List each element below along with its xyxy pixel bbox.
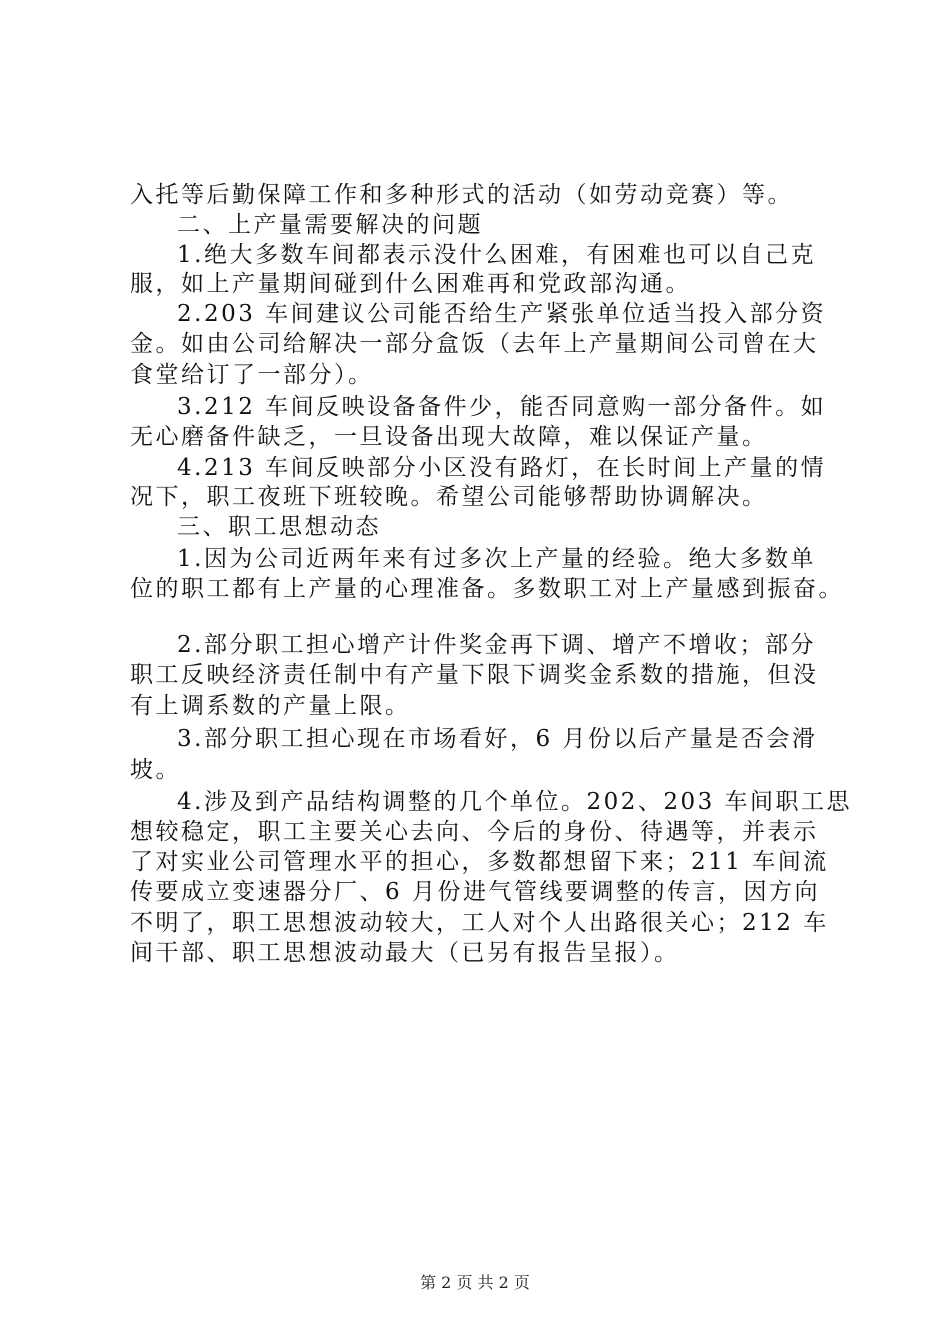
text-line: 职工反映经济责任制中有产量下限下调奖金系数的措施，但没 bbox=[130, 662, 819, 688]
text-line: 位的职工都有上产量的心理准备。多数职工对上产量感到振奋。 bbox=[130, 576, 844, 602]
text-line: 服，如上产量期间碰到什么困难再和党政部沟通。 bbox=[130, 271, 691, 297]
text-line: 想较稳定，职工主要关心去向、今后的身份、待遇等，并表示 bbox=[130, 819, 819, 845]
text-line: 了对实业公司管理水平的担心，多数都想留下来；211 车间流 bbox=[130, 849, 829, 875]
text-line: 入托等后勤保障工作和多种形式的活动（如劳动竞赛）等。 bbox=[130, 182, 793, 208]
text-line: 传要成立变速器分厂、6 月份进气管线要调整的传言，因方向 bbox=[130, 879, 820, 905]
text-line: 1.绝大多数车间都表示没什么困难，有困难也可以自己克 bbox=[177, 242, 816, 268]
text-line: 4.涉及到产品结构调整的几个单位。202、203 车间职工思 bbox=[177, 789, 853, 815]
text-line: 3.部分职工担心现在市场看好，6 月份以后产量是否会滑 bbox=[177, 726, 818, 752]
text-line: 无心磨备件缺乏，一旦设备出现大故障，难以保证产量。 bbox=[130, 424, 768, 450]
text-line: 间干部、职工思想波动最大（已另有报告呈报）。 bbox=[130, 940, 680, 966]
text-line: 金。如由公司给解决一部分盒饭（去年上产量期间公司曾在大 bbox=[130, 331, 819, 357]
page-number-footer: 第 2 页 共 2 页 bbox=[420, 1273, 530, 1292]
text-line: 1.因为公司近两年来有过多次上产量的经验。绝大多数单 bbox=[177, 546, 816, 572]
text-line: 有上调系数的产量上限。 bbox=[130, 693, 411, 719]
text-line: 食堂给订了一部分）。 bbox=[130, 362, 374, 388]
text-line: 3.212 车间反映设备备件少，能否同意购一部分备件。如 bbox=[177, 394, 827, 420]
section-heading: 三、职工思想动态 bbox=[177, 514, 381, 540]
text-line: 2.部分职工担心增产计件奖金再下调、增产不增收；部分 bbox=[177, 632, 816, 658]
text-line: 不明了，职工思想波动较大，工人对个人出路很关心；212 车 bbox=[130, 910, 829, 936]
text-line: 坡。 bbox=[130, 757, 181, 783]
section-heading: 二、上产量需要解决的问题 bbox=[177, 212, 483, 238]
text-line: 4.213 车间反映部分小区没有路灯，在长时间上产量的情 bbox=[177, 455, 827, 481]
text-line: 2.203 车间建议公司能否给生产紧张单位适当投入部分资 bbox=[177, 301, 827, 327]
text-line: 况下，职工夜班下班较晚。希望公司能够帮助协调解决。 bbox=[130, 484, 768, 510]
